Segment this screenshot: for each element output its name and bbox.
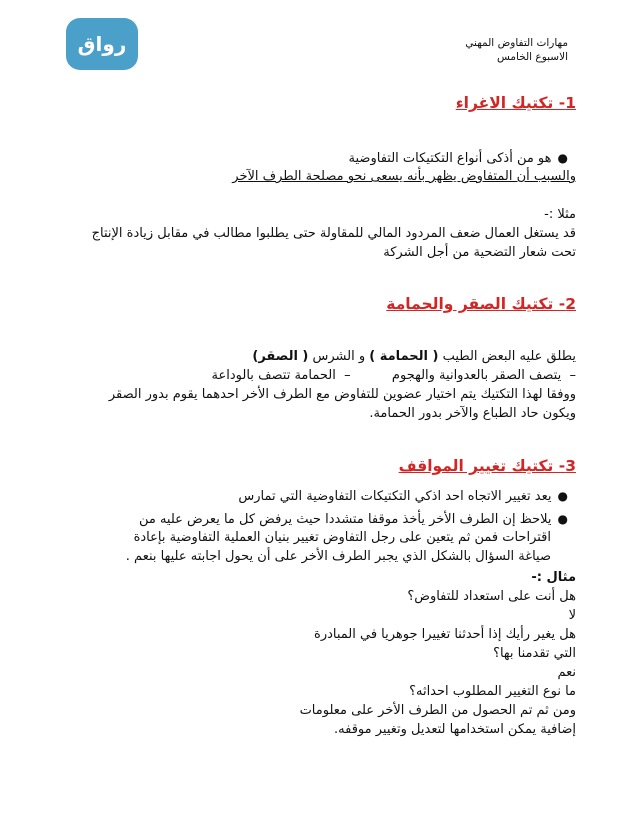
section1-example-label: مثلا :- xyxy=(544,207,576,222)
section3-bullet2-text: يلاحظ إن الطرف الأخر يأخذ موقفا متشددا حيث يرفض كل ما يعرض عليه من xyxy=(138,512,552,527)
conclusion-line2: إضافية يمكن استخدامها لتعديل وتغيير موقفه. xyxy=(334,722,576,737)
section3-bullet2-line3: صياغة السؤال بالشكل الذي يجبر الطرف الأخر على أن يحول اجابته عليها بنعم . xyxy=(125,549,551,564)
section1-example-line1: قد يستغل العمال ضعف المردود المالي للمقاولة حتى يطلبوا مطالب في مقابل زيادة الإنتاج xyxy=(91,226,576,241)
question-2-line1: هل يغير رأيك إذا أحدثنا تغييرا جوهريا في المبادرة xyxy=(314,627,576,642)
question-3: ما نوع التغيير المطلوب احداثه؟ xyxy=(409,684,576,699)
section1-bullet-text: هو من أذكى أنواع التكتيكات التفاوضية xyxy=(348,151,552,166)
section3-bullet1 xyxy=(238,488,568,505)
bullet-icon: ● xyxy=(557,489,568,503)
logo-text: رواق xyxy=(77,32,127,56)
document-header xyxy=(465,36,568,64)
section3-bullet2 xyxy=(139,511,568,528)
section1-heading: 1- تكتيك الاغراء xyxy=(455,94,576,112)
section2-line1-prefix: يطلق عليه البعض الطيب xyxy=(442,349,576,364)
section2-line3: ووفقا لهذا التكتيك يتم اختيار عضوين للتفاوض مع الطرف الأخر احدهما يقوم بدور الصقر xyxy=(108,387,576,402)
bullet-icon: ● xyxy=(557,512,568,526)
section3-example-label: مثال :- xyxy=(531,570,576,585)
question-2-line2: التي تقدمنا بها؟ xyxy=(493,646,576,661)
section2-line2: – يتصف الصقر بالعدوانية والهجوم – الحمامة تتصف بالوداعة xyxy=(211,368,576,383)
hawk-term: ( الصقر) xyxy=(252,349,309,364)
section2-line1-mid: و الشرس xyxy=(312,349,366,364)
week-label: الاسبوع الخامس xyxy=(496,51,568,63)
section3-bullet1-text: يعد تغيير الاتجاه احد اذكي التكتيكات التفاوضية التي تمارس xyxy=(238,489,552,504)
question-1: هل أنت على استعداد للتفاوض؟ xyxy=(407,589,576,604)
answer-2: نعم xyxy=(557,665,576,680)
section2-line1 xyxy=(252,349,576,365)
section1-bullet xyxy=(349,150,568,167)
section2-heading: 2- تكتيك الصقر والحمامة xyxy=(386,295,576,313)
section3-heading: 3- تكتيك تغيير المواقف xyxy=(398,457,576,475)
bullet-icon: ● xyxy=(557,151,568,165)
section1-reason: والسبب أن المتفاوض يظهر بأنه يسعى نحو مصلحة الطرف الآخر xyxy=(232,169,576,184)
conclusion-line1: ومن ثم تم الحصول من الطرف الأخر على معلومات xyxy=(299,703,576,718)
section1-example-line2: تحت شعار التضحية من أجل الشركة xyxy=(383,245,576,260)
rwaq-logo xyxy=(66,18,138,70)
dove-term: ( الحمامة ) xyxy=(369,349,439,364)
section3-bullet2-line2: اقتراحات فمن ثم يتعين على رجل التفاوض تغيير بنيان العملية التفاوضية بإعادة xyxy=(133,530,551,545)
answer-1: لا xyxy=(568,608,576,623)
course-title: مهارات التفاوض المهني xyxy=(465,37,568,49)
section2-line4: ويكون حاد الطباع والآخر بدور الحمامة. xyxy=(369,406,576,421)
